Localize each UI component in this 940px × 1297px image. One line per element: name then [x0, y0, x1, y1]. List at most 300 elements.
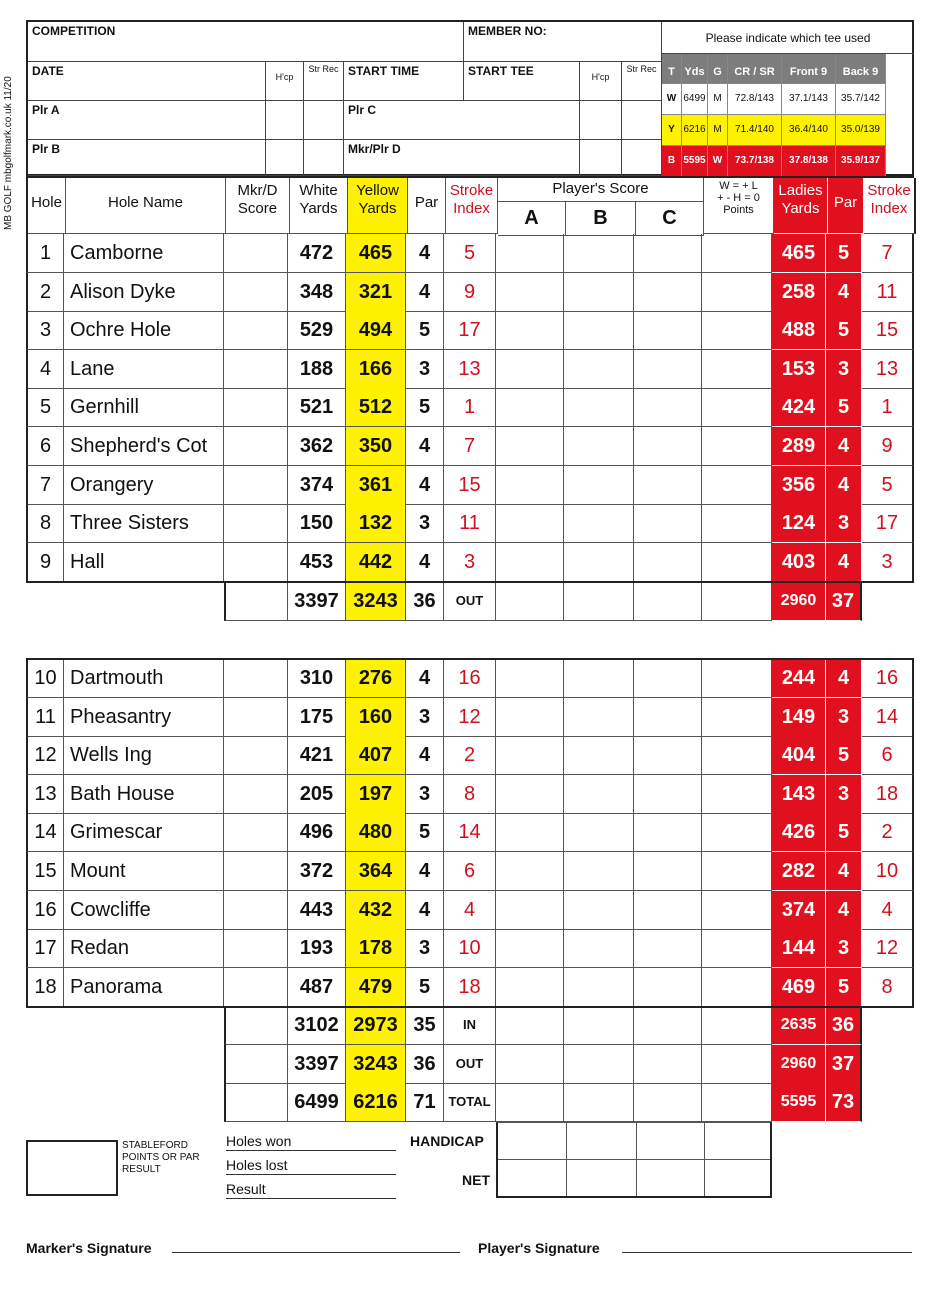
marker-score-cell[interactable]: [224, 698, 288, 737]
white-yards-col-header: White Yards: [290, 178, 348, 234]
yellow-yards: 166: [346, 350, 406, 389]
white-yards: 362: [288, 427, 346, 466]
stroke-index: 13: [444, 350, 496, 389]
white-yards: 521: [288, 388, 346, 427]
player-a-score-cell[interactable]: [496, 234, 564, 273]
totals-row: [26, 582, 914, 621]
hole-name: Gernhill: [64, 388, 224, 427]
player-a-score-cell[interactable]: [496, 736, 564, 775]
yellow-yards: 480: [346, 813, 406, 852]
points-cell[interactable]: [702, 427, 772, 466]
points-cell[interactable]: [702, 968, 772, 1007]
player-c-score-cell[interactable]: [634, 813, 702, 852]
player-b-field[interactable]: Plr B: [28, 140, 266, 176]
ladies-stroke-index: 7: [862, 234, 914, 273]
player-b-score-cell[interactable]: [564, 543, 634, 582]
player-a-score-cell[interactable]: [496, 1006, 564, 1045]
tee-front-cell: 36.4/140: [782, 115, 836, 146]
hole-number: 18: [26, 968, 64, 1007]
hole-number: 17: [26, 929, 64, 968]
marker-score-cell[interactable]: [224, 1083, 288, 1122]
player-a-hcp[interactable]: [266, 101, 304, 140]
marker-signature-label: Marker's Signature: [26, 1240, 152, 1256]
hole-number: 13: [26, 775, 64, 814]
result-line[interactable]: [226, 1198, 396, 1199]
marker-score-cell[interactable]: [224, 311, 288, 350]
player-a-score-cell[interactable]: [496, 1045, 564, 1084]
tee-back-cell: 35.0/139: [836, 115, 886, 146]
points-cell[interactable]: [702, 929, 772, 968]
ladies-yards-col-header: Ladies Yards: [774, 178, 828, 234]
player-b-score-cell[interactable]: [564, 659, 634, 698]
member-no-field[interactable]: MEMBER NO:: [464, 22, 662, 62]
player-c-score-cell[interactable]: [634, 504, 702, 543]
ladies-par: 5: [826, 736, 862, 775]
player-b-score-cell[interactable]: [564, 891, 634, 930]
start-tee-field[interactable]: START TEE: [464, 62, 580, 101]
ladies-yards: 149: [772, 698, 826, 737]
stroke-index: 5: [444, 234, 496, 273]
player-c-hcp[interactable]: [580, 101, 622, 140]
ladies-si-col-header: Stroke Index: [864, 178, 916, 234]
player-c-score-cell[interactable]: [634, 1083, 702, 1122]
points-cell[interactable]: [702, 891, 772, 930]
par: 5: [406, 968, 444, 1007]
player-c-score-cell[interactable]: [634, 698, 702, 737]
player-b-score-cell[interactable]: [564, 388, 634, 427]
ladies-yards: 144: [772, 929, 826, 968]
marker-signature-line[interactable]: [172, 1252, 460, 1253]
tee-yds-cell: 6499: [682, 84, 708, 115]
ladies-yards: 2960: [772, 1045, 826, 1084]
ladies-par: 5: [826, 968, 862, 1007]
stroke-index: 12: [444, 698, 496, 737]
hole-col-header: Hole: [28, 178, 66, 234]
ladies-par: 3: [826, 504, 862, 543]
player-a-score-cell[interactable]: [496, 968, 564, 1007]
ladies-yards: 244: [772, 659, 826, 698]
holes-won-label: Holes won: [226, 1133, 292, 1149]
white-yards: 443: [288, 891, 346, 930]
section-divider: [26, 658, 914, 660]
hole-name: Mount: [64, 852, 224, 891]
points-cell[interactable]: [702, 659, 772, 698]
hole-row: [26, 543, 914, 582]
tee-t-cell[interactable]: W: [662, 84, 682, 115]
stroke-index: 8: [444, 775, 496, 814]
points-cell[interactable]: [702, 350, 772, 389]
ladies-stroke-index: 17: [862, 504, 914, 543]
white-yards: 3397: [288, 582, 346, 621]
marker-score-cell[interactable]: [224, 504, 288, 543]
player-c-score-cell[interactable]: [634, 968, 702, 1007]
points-cell[interactable]: [702, 813, 772, 852]
player-a-score-cell[interactable]: [496, 466, 564, 505]
player-c-score-cell[interactable]: [634, 1006, 702, 1045]
player-b-score-cell[interactable]: [564, 466, 634, 505]
ladies-yards: 424: [772, 388, 826, 427]
player-c-score-cell[interactable]: [634, 234, 702, 273]
stroke-index: 16: [444, 659, 496, 698]
points-cell[interactable]: [702, 504, 772, 543]
player-b-score-cell[interactable]: [564, 234, 634, 273]
par: 3: [406, 775, 444, 814]
yellow-yards: 494: [346, 311, 406, 350]
player-b-score-cell[interactable]: [564, 427, 634, 466]
par: 4: [406, 891, 444, 930]
player-c-str[interactable]: [622, 101, 662, 140]
player-a-score-cell[interactable]: [496, 311, 564, 350]
hole-row: [26, 659, 914, 698]
ladies-par: 36: [826, 1006, 862, 1045]
ladies-par: 3: [826, 775, 862, 814]
hole-number: 2: [26, 273, 64, 312]
ladies-yards: 289: [772, 427, 826, 466]
points-cell[interactable]: [702, 234, 772, 273]
player-b-score-cell[interactable]: [564, 968, 634, 1007]
marker-score-cell[interactable]: [224, 273, 288, 312]
holes-lost-label: Holes lost: [226, 1157, 288, 1173]
player-a-score-cell[interactable]: [496, 698, 564, 737]
hole-number: 15: [26, 852, 64, 891]
points-cell[interactable]: [702, 698, 772, 737]
player-a-score-cell[interactable]: [496, 775, 564, 814]
marker-player-d-field[interactable]: Mkr/Plr D: [344, 140, 580, 176]
hole-row: [26, 813, 914, 852]
player-c-score-cell[interactable]: [634, 311, 702, 350]
tee-col-header: G: [708, 54, 728, 84]
ladies-yards: 404: [772, 736, 826, 775]
ladies-stroke-index: 9: [862, 427, 914, 466]
tee-g-cell: M: [708, 115, 728, 146]
points-cell[interactable]: [702, 1045, 772, 1084]
stroke-index: 9: [444, 273, 496, 312]
hole-row: [26, 775, 914, 814]
marker-score-cell[interactable]: [224, 466, 288, 505]
marker-score-cell[interactable]: [224, 968, 288, 1007]
points-cell[interactable]: [702, 388, 772, 427]
ladies-par: 5: [826, 388, 862, 427]
result-label: Result: [226, 1181, 266, 1197]
white-yards: 372: [288, 852, 346, 891]
player-a-score-cell[interactable]: [496, 852, 564, 891]
tee-col-header: CR / SR: [728, 54, 782, 84]
stroke-index: TOTAL: [444, 1083, 496, 1122]
column-header-row: [26, 176, 914, 234]
holes-lost-line[interactable]: [226, 1174, 396, 1175]
ladies-stroke-index: 2: [862, 813, 914, 852]
white-yards: 472: [288, 234, 346, 273]
points-cell[interactable]: [702, 582, 772, 621]
stableford-result-box[interactable]: [26, 1140, 118, 1196]
hole-number: 11: [26, 698, 64, 737]
marker-score-cell[interactable]: [224, 1045, 288, 1084]
totals-row: [26, 1006, 914, 1045]
ladies-yards: 426: [772, 813, 826, 852]
player-signature-line[interactable]: [622, 1252, 912, 1253]
player-b-score-cell[interactable]: [564, 582, 634, 621]
yellow-yards: 276: [346, 659, 406, 698]
yellow-yards: 3243: [346, 582, 406, 621]
player-b-hcp[interactable]: [266, 140, 304, 176]
player-c-score-cell[interactable]: [634, 659, 702, 698]
player-c-score-cell[interactable]: [634, 891, 702, 930]
white-yards: 205: [288, 775, 346, 814]
ladies-yards: 2635: [772, 1006, 826, 1045]
ladies-yards: 258: [772, 273, 826, 312]
tee-cr-cell: 72.8/143: [728, 84, 782, 115]
yellow-yards: 2973: [346, 1006, 406, 1045]
white-yards: 150: [288, 504, 346, 543]
player-c-score-cell[interactable]: [634, 388, 702, 427]
white-yards: 453: [288, 543, 346, 582]
white-yards: 529: [288, 311, 346, 350]
player-b-score-cell[interactable]: [564, 698, 634, 737]
player-c-score-cell[interactable]: [634, 929, 702, 968]
stroke-index: 3: [444, 543, 496, 582]
ladies-stroke-index: 1: [862, 388, 914, 427]
ladies-stroke-index: 3: [862, 543, 914, 582]
ladies-par: 4: [826, 543, 862, 582]
marker-score-cell[interactable]: [224, 427, 288, 466]
marker-score-cell[interactable]: [224, 929, 288, 968]
player-c-field[interactable]: Plr C: [344, 101, 580, 140]
player-b-score-cell[interactable]: [564, 929, 634, 968]
hole-number: 10: [26, 659, 64, 698]
holes-won-line[interactable]: [226, 1150, 396, 1151]
start-time-field[interactable]: START TIME: [344, 62, 464, 101]
handicap-label: HANDICAP: [410, 1133, 484, 1149]
hole-row: [26, 504, 914, 543]
stroke-index: IN: [444, 1006, 496, 1045]
points-cell[interactable]: [702, 543, 772, 582]
ladies-par: 4: [826, 852, 862, 891]
player-b-score-cell[interactable]: [564, 350, 634, 389]
player-a-score-cell[interactable]: [496, 504, 564, 543]
tee-g-cell: M: [708, 84, 728, 115]
hole-row: [26, 466, 914, 505]
marker-score-cell[interactable]: [224, 543, 288, 582]
yellow-yards: 407: [346, 736, 406, 775]
player-c-score-cell[interactable]: [634, 427, 702, 466]
ladies-stroke-index: 12: [862, 929, 914, 968]
points-cell[interactable]: [702, 311, 772, 350]
player-b-score-cell[interactable]: [564, 1045, 634, 1084]
hole-name: Panorama: [64, 968, 224, 1007]
yellow-yards: 465: [346, 234, 406, 273]
yellow-yards: 432: [346, 891, 406, 930]
points-cell[interactable]: [702, 466, 772, 505]
player-b-score-cell[interactable]: [564, 504, 634, 543]
ladies-par: 4: [826, 427, 862, 466]
tee-yds-cell: 6216: [682, 115, 708, 146]
marker-score-cell[interactable]: [224, 388, 288, 427]
ladies-stroke-index: 13: [862, 350, 914, 389]
hole-name: Wells Ing: [64, 736, 224, 775]
player-c-score-cell[interactable]: [634, 466, 702, 505]
player-a-score-cell[interactable]: [496, 273, 564, 312]
card-header: [26, 20, 914, 176]
players-score-header: Player's Score: [498, 178, 704, 202]
ladies-stroke-index: 10: [862, 852, 914, 891]
marker-score-cell[interactable]: [224, 775, 288, 814]
player-b-score-cell[interactable]: [564, 736, 634, 775]
player-c-score-cell[interactable]: [634, 736, 702, 775]
par: 3: [406, 698, 444, 737]
ladies-stroke-index: 8: [862, 968, 914, 1007]
ladies-stroke-index: 15: [862, 311, 914, 350]
yellow-yards: 178: [346, 929, 406, 968]
points-cell[interactable]: [702, 1083, 772, 1122]
points-cell[interactable]: [702, 775, 772, 814]
white-yards: 421: [288, 736, 346, 775]
date-field[interactable]: DATE: [28, 62, 266, 101]
hole-name: Hall: [64, 543, 224, 582]
hole-row: [26, 427, 914, 466]
yellow-yards: 361: [346, 466, 406, 505]
player-c-score-cell[interactable]: [634, 775, 702, 814]
par: 4: [406, 659, 444, 698]
par: 3: [406, 929, 444, 968]
yellow-yards: 321: [346, 273, 406, 312]
stroke-index: 14: [444, 813, 496, 852]
par: 35: [406, 1006, 444, 1045]
white-yards: 3397: [288, 1045, 346, 1084]
ladies-par: 5: [826, 234, 862, 273]
hole-name: Three Sisters: [64, 504, 224, 543]
player-b-score-cell[interactable]: [564, 813, 634, 852]
marker-score-cell[interactable]: [224, 852, 288, 891]
points-cell[interactable]: [702, 273, 772, 312]
marker-score-cell[interactable]: [224, 736, 288, 775]
hole-row: [26, 891, 914, 930]
marker-score-cell[interactable]: [224, 813, 288, 852]
marker-score-cell[interactable]: [224, 891, 288, 930]
yellow-yards: 197: [346, 775, 406, 814]
par-col-header: Par: [408, 178, 446, 234]
player-b-str[interactable]: [304, 140, 344, 176]
tee-t-cell[interactable]: B: [662, 146, 682, 177]
hole-name: Shepherd's Cot: [64, 427, 224, 466]
white-yards: 487: [288, 968, 346, 1007]
yellow-yards: 479: [346, 968, 406, 1007]
hcp-header: H'cp: [266, 62, 304, 101]
hole-row: [26, 350, 914, 389]
hole-name-col-header: Hole Name: [66, 178, 226, 234]
points-cell[interactable]: [702, 1006, 772, 1045]
totals-row: [26, 1083, 914, 1122]
player-c-score-cell[interactable]: [634, 543, 702, 582]
points-cell[interactable]: [702, 852, 772, 891]
hole-row: [26, 234, 914, 273]
player-a-field[interactable]: Plr A: [28, 101, 266, 140]
ladies-par: 4: [826, 466, 862, 505]
player-a-score-cell[interactable]: [496, 813, 564, 852]
par: 36: [406, 1045, 444, 1084]
stroke-index: 7: [444, 427, 496, 466]
tee-yds-cell: 5595: [682, 146, 708, 177]
player-b-score-cell[interactable]: [564, 1006, 634, 1045]
white-yards: 188: [288, 350, 346, 389]
tee-t-cell[interactable]: Y: [662, 115, 682, 146]
player-b-score-cell[interactable]: [564, 852, 634, 891]
player-d-hcp[interactable]: [580, 140, 622, 176]
marker-score-cell[interactable]: [224, 234, 288, 273]
player-b-score-cell[interactable]: [564, 1083, 634, 1122]
points-cell[interactable]: [702, 736, 772, 775]
ladies-yards: 153: [772, 350, 826, 389]
marker-score-cell[interactable]: [224, 1006, 288, 1045]
hole-row: [26, 736, 914, 775]
marker-score-cell[interactable]: [224, 582, 288, 621]
yellow-yards: 442: [346, 543, 406, 582]
player-d-str[interactable]: [622, 140, 662, 176]
stroke-index: 10: [444, 929, 496, 968]
player-c-score-cell[interactable]: [634, 852, 702, 891]
player-a-score-cell[interactable]: [496, 582, 564, 621]
hole-row: [26, 273, 914, 312]
hole-number: 8: [26, 504, 64, 543]
stroke-index: 1: [444, 388, 496, 427]
player-c-score-cell[interactable]: [634, 350, 702, 389]
par: 4: [406, 852, 444, 891]
handicap-net-grid[interactable]: [496, 1122, 772, 1198]
player-c-score-cell[interactable]: [634, 1045, 702, 1084]
par: 4: [406, 543, 444, 582]
player-a-score-cell[interactable]: [496, 388, 564, 427]
player-a-col-header: A: [498, 202, 566, 236]
hole-number: 5: [26, 388, 64, 427]
player-b-score-cell[interactable]: [564, 273, 634, 312]
ladies-par: 4: [826, 891, 862, 930]
player-c-score-cell[interactable]: [634, 582, 702, 621]
hole-row: [26, 311, 914, 350]
player-a-score-cell[interactable]: [496, 543, 564, 582]
player-signature-label: Player's Signature: [478, 1240, 600, 1256]
par: 71: [406, 1083, 444, 1122]
hcp-header-2: H'cp: [580, 62, 622, 101]
ladies-par: 3: [826, 698, 862, 737]
totals-row: [26, 1045, 914, 1084]
player-a-score-cell[interactable]: [496, 929, 564, 968]
par: 5: [406, 311, 444, 350]
competition-field[interactable]: COMPETITION: [28, 22, 464, 62]
stableford-label: STABLEFORD POINTS OR PAR RESULT: [122, 1140, 200, 1175]
player-c-score-cell[interactable]: [634, 273, 702, 312]
marker-score-col-header: Mkr/D Score: [226, 178, 290, 234]
tee-col-header: Yds: [682, 54, 708, 84]
str-rec-header: Str Rec: [304, 62, 344, 101]
player-a-score-cell[interactable]: [496, 427, 564, 466]
player-a-score-cell[interactable]: [496, 1083, 564, 1122]
ladies-yards: 374: [772, 891, 826, 930]
hole-number: 16: [26, 891, 64, 930]
stroke-index: 4: [444, 891, 496, 930]
marker-score-cell[interactable]: [224, 350, 288, 389]
tee-back-cell: 35.9/137: [836, 146, 886, 177]
yellow-yards: 350: [346, 427, 406, 466]
marker-score-cell[interactable]: [224, 659, 288, 698]
player-a-str[interactable]: [304, 101, 344, 140]
player-a-score-cell[interactable]: [496, 350, 564, 389]
white-yards: 175: [288, 698, 346, 737]
stroke-index-col-header: Stroke Index: [446, 178, 498, 234]
player-a-score-cell[interactable]: [496, 659, 564, 698]
player-b-score-cell[interactable]: [564, 775, 634, 814]
par: 36: [406, 582, 444, 621]
player-b-score-cell[interactable]: [564, 311, 634, 350]
player-a-score-cell[interactable]: [496, 891, 564, 930]
